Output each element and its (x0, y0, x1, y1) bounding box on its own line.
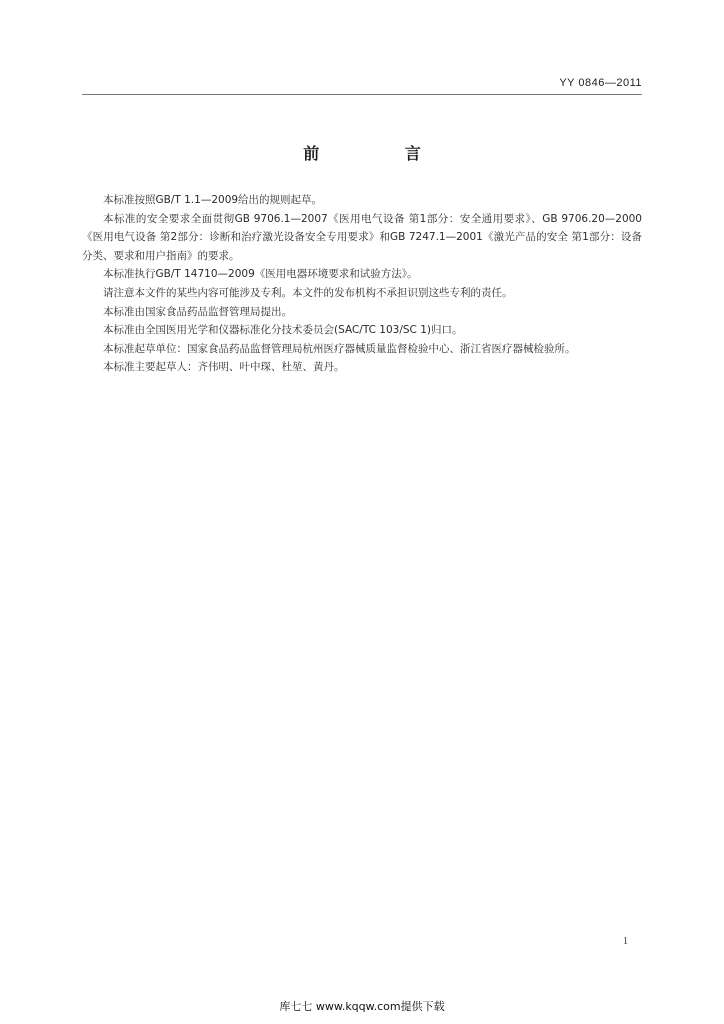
paragraph-committee: 本标准由全国医用光学和仪器标准化分技术委员会(SAC/TC 103/SC 1)归口。 (103, 324, 463, 337)
paragraph-patent-notice: 请注意本文件的某些内容可能涉及专利。本文件的发布机构不承担识别这些专利的责任。 (103, 286, 513, 299)
page-title: 前 言 (303, 144, 461, 163)
paragraph-drafting-rules: 本标准按照GB/T 1.1—2009给出的规则起草。 (103, 194, 323, 206)
paragraph-drafting-units: 本标准起草单位：国家食品药品监督管理局杭州医疗器械质量监督检验中心、浙江省医疗器械检验所。 (103, 342, 576, 355)
paragraph-proposer: 本标准由国家食品药品监督管理局提出。 (103, 305, 292, 318)
standard-code: YY 0846—2011 (559, 77, 642, 89)
paragraph-environment-standard: 本标准执行GB/T 14710—2009《医用电器环境要求和试验方法》。 (103, 268, 418, 281)
paragraph-drafters: 本标准主要起草人：齐伟明、叶中琛、杜堃、黄丹。 (103, 361, 345, 374)
foreword-body (82, 191, 642, 377)
header-rule (82, 94, 642, 95)
paragraph-safety-requirements: 本标准的安全要求全面贯彻GB 9706.1—2007《医用电气设备 第1部分：安全通用要求》、GB 9706.20—2000《医用电气设备 第2部分：诊断和治疗激光设备安全专用要求》和GB 7247.1—2001《激光产品的安全 第1部分：设备分类、要求和用户指南》的要求。 (82, 212, 642, 262)
download-watermark: 库七七 www.kqqw.com提供下载 (279, 1000, 445, 1013)
page-number: 1 (623, 936, 628, 947)
